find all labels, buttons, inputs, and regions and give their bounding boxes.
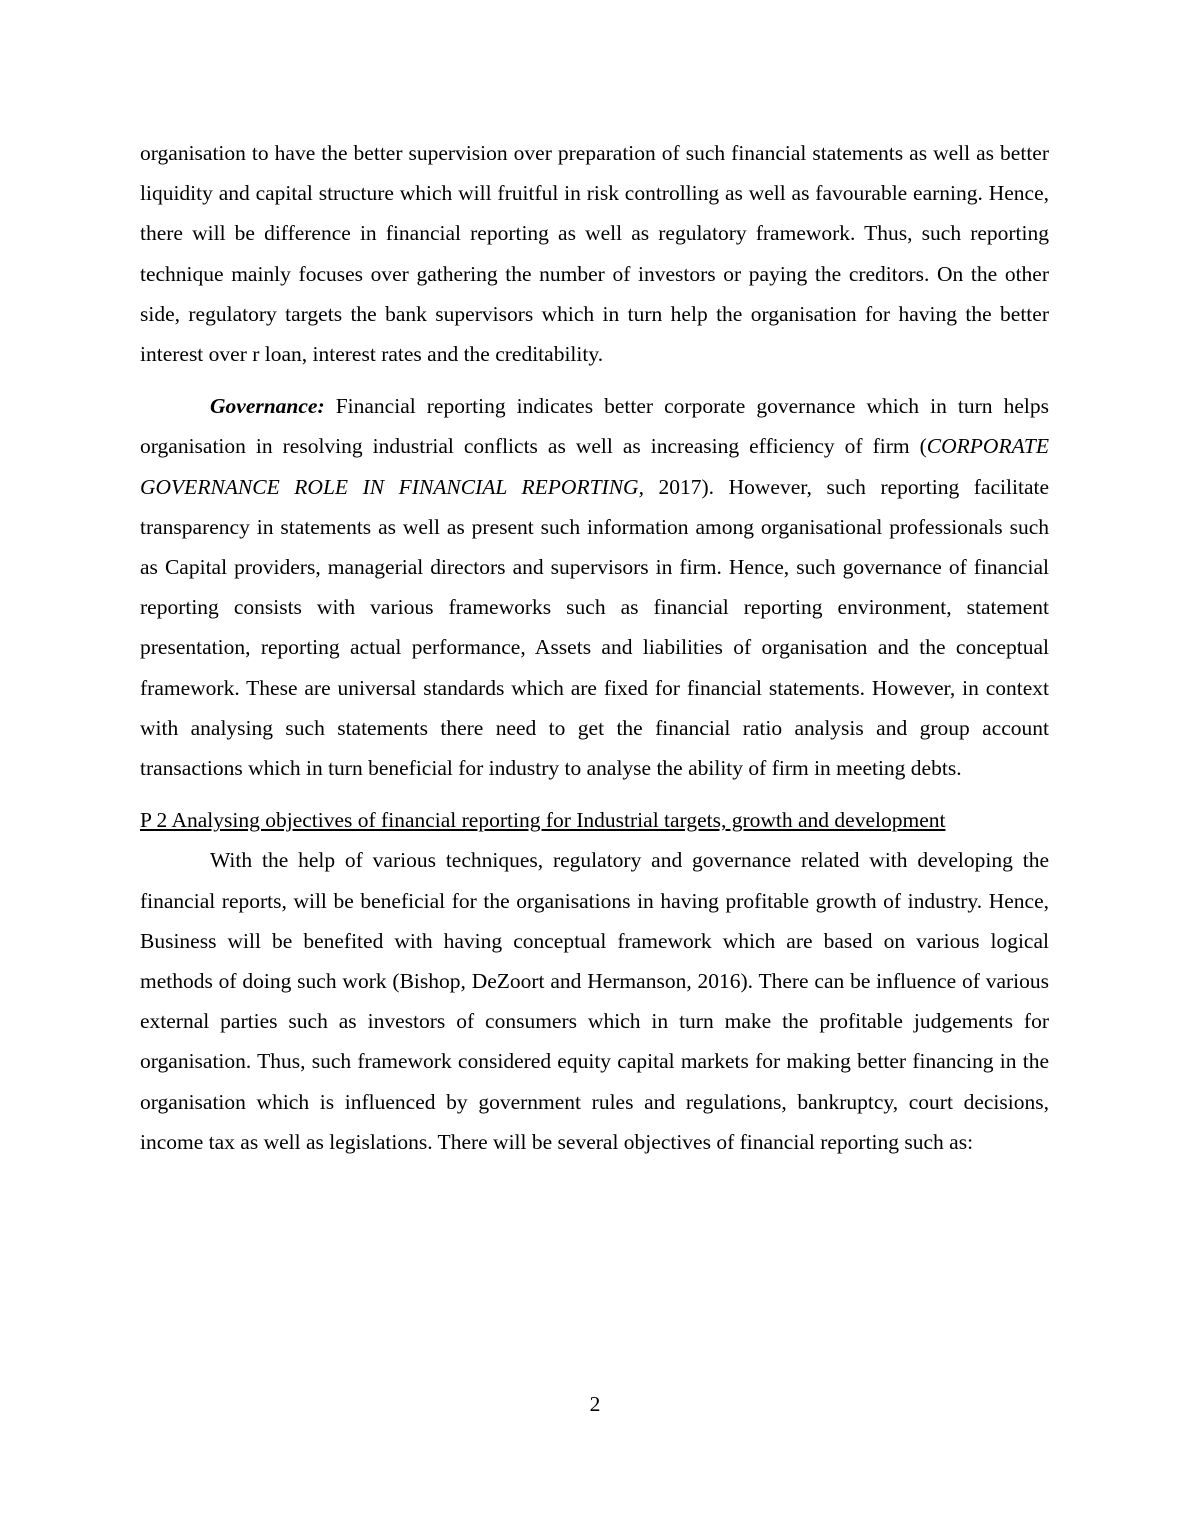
page-number: 2 [589,1392,601,1416]
section-heading-p2: P 2 Analysing objectives of financial reporting for Industrial targets, growth and development [140,808,946,833]
governance-citation: CORPORATE GOVERNANCE ROLE IN FINANCIAL REPORTING, [140,434,1049,499]
body-paragraph-objectives: With the help of various techniques, regulatory and governance related with developing the financial reports, will be beneficial for the organisations in having profitable growth of industry. Hence, Business will be benefited with having conceptual framework which are based on various logical methods of doing such work (Bishop, DeZoort and Hermanson, 2016). There can be influence of various external parties such as investors of consumers which in turn make the profitable judgements for organisation. Thus, such framework considered equity capital markets for making better financing in the organisation which is influenced by government rules and regulations, bankruptcy, court decisions, income tax as well as legislations. There will be several objectives of financial reporting such as: [140,848,1049,1154]
governance-text-a: Financial reporting indicates better corporate governance which in turn helps organisation in resolving industrial conflicts as well as increasing efficiency of firm ( [140,394,1049,459]
governance-lead: Governance: [210,394,325,419]
body-paragraph-regulatory: organisation to have the better supervision over preparation of such financial statements as well as better liquidity and capital structure which will fruitful in risk controlling as well as favourable earning. Hence, there will be difference in financial reporting as well as regulatory framework. Thus, such reporting technique mainly focuses over gathering the number of investors or paying the creditors. On the other side, regulatory targets the bank supervisors which in turn help the organisation for having the better interest over r loan, interest rates and the creditability. [140,141,1049,367]
governance-text-b: 2017). However, such reporting facilitate transparency in statements as well as present such information among organisational professionals such as Capital providers, managerial directors and supervisors in firm. Hence, such governance of financial reporting consists with various frameworks such as financial reporting environment, statement presentation, reporting actual performance, Assets and liabilities of organisation and the conceptual framework. These are universal standards which are fixed for financial statements. However, in context with analysing such statements there need to get the financial ratio analysis and group account transactions which in turn beneficial for industry to analyse the ability of firm in meeting debts. [140,474,1050,781]
document-page [140,133,1049,1162]
body-paragraph-governance [140,386,1049,788]
